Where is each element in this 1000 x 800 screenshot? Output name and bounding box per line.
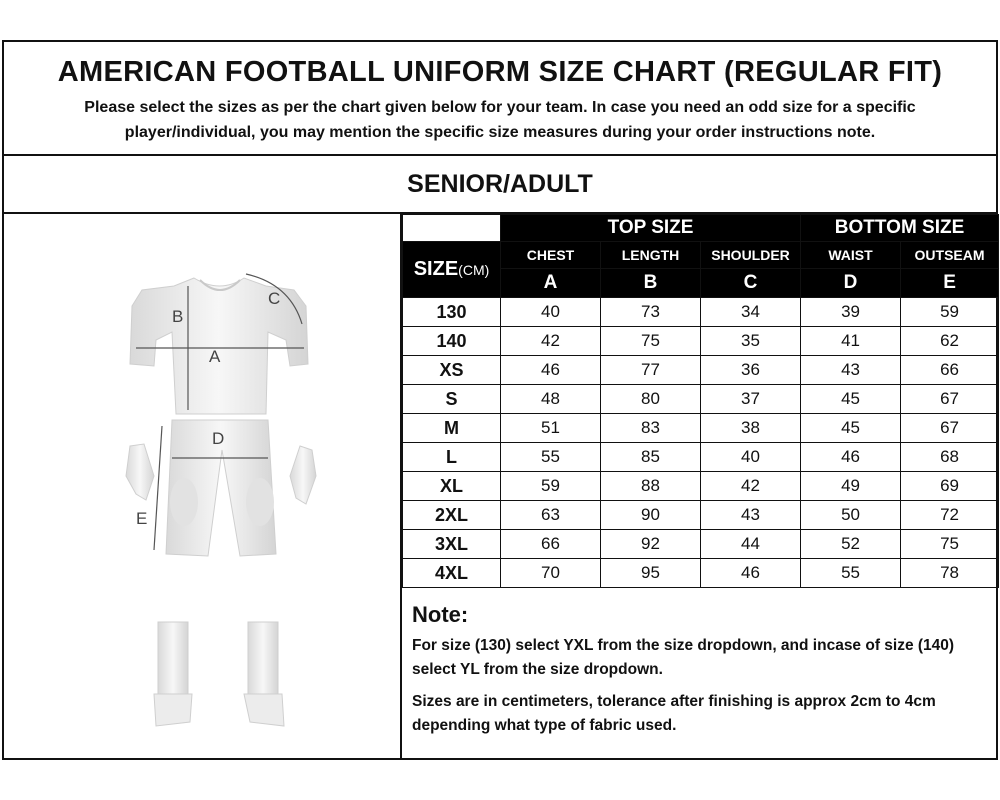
size-table-panel bbox=[402, 214, 996, 758]
size-column-header bbox=[403, 242, 501, 298]
value-cell: 45 bbox=[801, 385, 901, 414]
left-sock-shape bbox=[158, 622, 188, 698]
measure-label-d: D bbox=[212, 429, 225, 448]
right-sock-shape bbox=[248, 622, 278, 698]
size-cell: 4XL bbox=[403, 559, 501, 588]
chart-title: AMERICAN FOOTBALL UNIFORM SIZE CHART (REGULAR FIT) bbox=[57, 56, 943, 88]
value-cell: 46 bbox=[701, 559, 801, 588]
letter-c: C bbox=[701, 269, 801, 298]
value-cell: 75 bbox=[901, 530, 999, 559]
table-row bbox=[403, 298, 999, 327]
bottom-size-header: BOTTOM SIZE bbox=[801, 215, 999, 242]
table-row bbox=[403, 559, 999, 588]
size-unit: (CM) bbox=[458, 262, 490, 278]
measure-label-e: E bbox=[136, 509, 148, 528]
size-cell: 3XL bbox=[403, 530, 501, 559]
value-cell: 73 bbox=[601, 298, 701, 327]
value-cell: 88 bbox=[601, 472, 701, 501]
value-cell: 67 bbox=[901, 414, 999, 443]
value-cell: 83 bbox=[601, 414, 701, 443]
value-cell: 68 bbox=[901, 443, 999, 472]
column-length: LENGTH bbox=[601, 242, 701, 269]
value-cell: 59 bbox=[901, 298, 999, 327]
letter-a: A bbox=[501, 269, 601, 298]
value-cell: 48 bbox=[501, 385, 601, 414]
letter-e: E bbox=[901, 269, 999, 298]
value-cell: 42 bbox=[501, 327, 601, 356]
note-line-dropdown: For size (130) select YXL from the size dropdown, and incase of size (140) select YL from the size dropdown. bbox=[412, 637, 955, 678]
table-row bbox=[403, 443, 999, 472]
table-row bbox=[403, 472, 999, 501]
note-section bbox=[412, 602, 992, 746]
left-glove-shape bbox=[126, 444, 154, 500]
table-corner bbox=[403, 215, 501, 242]
table-row bbox=[403, 414, 999, 443]
uniform-illustration-panel bbox=[4, 214, 402, 758]
value-cell: 43 bbox=[701, 501, 801, 530]
table-row bbox=[403, 385, 999, 414]
table-row bbox=[403, 530, 999, 559]
size-table bbox=[402, 214, 999, 588]
value-cell: 51 bbox=[501, 414, 601, 443]
value-cell: 75 bbox=[601, 327, 701, 356]
value-cell: 67 bbox=[901, 385, 999, 414]
value-cell: 42 bbox=[701, 472, 801, 501]
value-cell: 46 bbox=[801, 443, 901, 472]
column-outseam: OUTSEAM bbox=[901, 242, 999, 269]
top-size-header: TOP SIZE bbox=[501, 215, 801, 242]
value-cell: 45 bbox=[801, 414, 901, 443]
value-cell: 35 bbox=[701, 327, 801, 356]
value-cell: 37 bbox=[701, 385, 801, 414]
value-cell: 52 bbox=[801, 530, 901, 559]
value-cell: 80 bbox=[601, 385, 701, 414]
chart-header bbox=[4, 42, 996, 156]
measure-label-c: C bbox=[268, 289, 281, 308]
value-cell: 66 bbox=[501, 530, 601, 559]
value-cell: 77 bbox=[601, 356, 701, 385]
value-cell: 55 bbox=[801, 559, 901, 588]
size-cell: M bbox=[403, 414, 501, 443]
value-cell: 36 bbox=[701, 356, 801, 385]
column-chest: CHEST bbox=[501, 242, 601, 269]
table-row bbox=[403, 501, 999, 530]
value-cell: 44 bbox=[701, 530, 801, 559]
value-cell: 92 bbox=[601, 530, 701, 559]
chart-subtitle: Please select the sizes as per the chart given below for your team. In case you need an odd size for a specific player/individual, you may mention the specific size measures during your order instructions note. bbox=[84, 99, 916, 141]
section-title: SENIOR/ADULT bbox=[4, 156, 996, 214]
value-cell: 78 bbox=[901, 559, 999, 588]
letter-d: D bbox=[801, 269, 901, 298]
table-row bbox=[403, 327, 999, 356]
uniform-illustration bbox=[4, 214, 400, 758]
size-cell: 2XL bbox=[403, 501, 501, 530]
size-cell: L bbox=[403, 443, 501, 472]
value-cell: 41 bbox=[801, 327, 901, 356]
value-cell: 50 bbox=[801, 501, 901, 530]
value-cell: 62 bbox=[901, 327, 999, 356]
value-cell: 70 bbox=[501, 559, 601, 588]
jersey-shape bbox=[130, 278, 308, 414]
value-cell: 46 bbox=[501, 356, 601, 385]
column-shoulder: SHOULDER bbox=[701, 242, 801, 269]
note-title: Note: bbox=[412, 602, 469, 627]
column-waist: WAIST bbox=[801, 242, 901, 269]
note-line-tolerance: Sizes are in centimeters, tolerance after finishing is approx 2cm to 4cm depending what type of fabric used. bbox=[412, 693, 936, 734]
value-cell: 66 bbox=[901, 356, 999, 385]
value-cell: 49 bbox=[801, 472, 901, 501]
value-cell: 72 bbox=[901, 501, 999, 530]
value-cell: 40 bbox=[501, 298, 601, 327]
table-row bbox=[403, 356, 999, 385]
right-glove-shape bbox=[290, 446, 316, 504]
value-cell: 69 bbox=[901, 472, 999, 501]
right-cleat-shape bbox=[244, 694, 284, 726]
value-cell: 34 bbox=[701, 298, 801, 327]
size-cell: S bbox=[403, 385, 501, 414]
left-cleat-shape bbox=[154, 694, 192, 726]
size-chart-frame bbox=[2, 40, 998, 760]
value-cell: 85 bbox=[601, 443, 701, 472]
size-cell: XL bbox=[403, 472, 501, 501]
value-cell: 39 bbox=[801, 298, 901, 327]
value-cell: 40 bbox=[701, 443, 801, 472]
size-cell: 130 bbox=[403, 298, 501, 327]
size-cell: XS bbox=[403, 356, 501, 385]
value-cell: 95 bbox=[601, 559, 701, 588]
value-cell: 63 bbox=[501, 501, 601, 530]
measure-label-a: A bbox=[209, 347, 221, 366]
size-cell: 140 bbox=[403, 327, 501, 356]
value-cell: 59 bbox=[501, 472, 601, 501]
value-cell: 90 bbox=[601, 501, 701, 530]
value-cell: 43 bbox=[801, 356, 901, 385]
value-cell: 38 bbox=[701, 414, 801, 443]
measure-label-b: B bbox=[172, 307, 184, 326]
value-cell: 55 bbox=[501, 443, 601, 472]
letter-b: B bbox=[601, 269, 701, 298]
size-label: SIZE bbox=[413, 258, 459, 280]
